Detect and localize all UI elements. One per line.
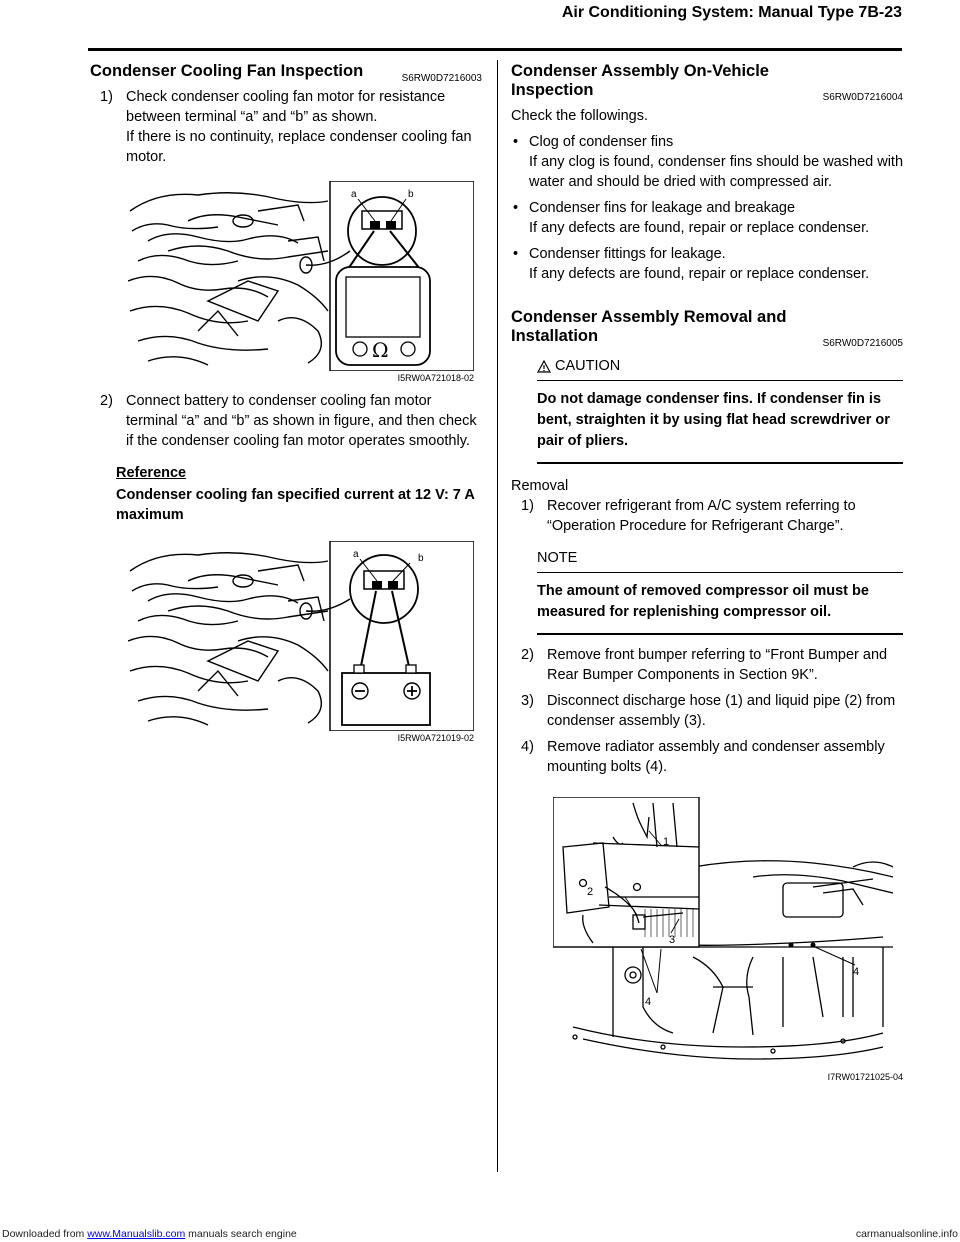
left-column: [90, 62, 482, 743]
caution-label: CAUTION: [555, 358, 621, 374]
section-title-onvehicle: Condenser Assembly On-Vehicle Inspection S6RW0D7216004: [511, 62, 903, 103]
figure-1: [128, 181, 474, 383]
reference-heading: Reference: [116, 465, 187, 481]
column-divider: [497, 60, 498, 1172]
figure-code: I5RW0A721019-02: [397, 733, 474, 743]
step-1: 1) Check condenser cooling fan motor for resistance between terminal “a” and “b” as shown. If there is no continuity, replace condenser cooling fan motor.: [100, 89, 472, 165]
fig1-label-a: a: [351, 189, 357, 200]
header-rule: [88, 48, 902, 51]
condenser-removal-illustration: [553, 797, 903, 1065]
figure-code: I5RW0A721018-02: [397, 373, 474, 383]
page-footer: Downloaded from www.Manualslib.com manuals search engine carmanualsonline.info: [2, 1228, 958, 1240]
callout-2: 2: [587, 886, 594, 898]
note-text: The amount of removed compressor oil must be measured for replenishing compressor oil.: [537, 583, 869, 620]
step-4: 4) Remove radiator assembly and condenser assembly mounting bolts (4).: [521, 739, 885, 775]
caution-text: Do not damage condenser fins. If condenser fin is bent, straighten it by using flat head screwdriver or pair of pliers.: [537, 391, 890, 449]
callout-3: 3: [669, 934, 676, 946]
bullet-item: • Condenser fittings for leakage. If any defects are found, repair or replace condenser.: [513, 246, 870, 282]
fig2-label-b: b: [418, 553, 424, 564]
step-2: 2) Remove front bumper referring to “Front Bumper and Rear Bumper Components in Section 9K”.: [521, 647, 888, 683]
page-header-title: Air Conditioning System: Manual Type 7B-23: [561, 4, 902, 21]
step-3: 3) Disconnect discharge hose (1) and liquid pipe (2) from condenser assembly (3).: [521, 693, 896, 729]
section-title-removal: Condenser Assembly Removal and Installation S6RW0D7216005: [511, 308, 903, 349]
ohm-icon: Ω: [372, 338, 389, 362]
fig2-label-a: a: [353, 549, 359, 560]
section-code: S6RW0D7216005: [822, 338, 903, 349]
figure-2: [128, 541, 474, 743]
right-column: [511, 62, 903, 1082]
note-box: [537, 546, 903, 635]
bullet-item: • Clog of condenser fins If any clog is found, condenser fins should be washed with water and should be dried with compressed air.: [513, 134, 904, 190]
fan-battery-illustration: [128, 541, 474, 731]
section-code: S6RW0D7216004: [822, 92, 903, 103]
fig1-label-b: b: [408, 189, 414, 200]
intro-text: Check the followings.: [511, 108, 649, 124]
bullet-item: • Condenser fins for leakage and breakage If any defects are found, repair or replace condenser.: [513, 200, 870, 236]
step-2: 2) Connect battery to condenser cooling fan motor terminal “a” and “b” as shown in figure, and then check if the condenser cooling fan motor operates smoothly.: [100, 393, 477, 449]
callout-1: 1: [663, 836, 670, 848]
removal-heading: Removal: [511, 478, 569, 494]
callout-4: 4: [853, 966, 860, 978]
figure-3: [553, 797, 903, 1082]
figure-code: I7RW01721025-04: [827, 1072, 903, 1082]
step-1: 1) Recover refrigerant from A/C system referring to “Operation Procedure for Refrigerant Charge”.: [521, 498, 856, 534]
note-label: NOTE: [537, 546, 903, 573]
manualslib-link[interactable]: www.Manualslib.com: [87, 1228, 186, 1240]
section-code: S6RW0D7216003: [401, 73, 482, 84]
caution-box: [537, 354, 903, 464]
footer-watermark: carmanualsonline.info: [855, 1228, 958, 1240]
fan-resistance-illustration: [128, 181, 474, 371]
callout-4b: 4: [645, 996, 652, 1008]
reference-text: Condenser cooling fan specified current at 12 V: 7 A maximum: [116, 487, 475, 523]
section-title-fan: Condenser Cooling Fan Inspection S6RW0D7216003: [90, 62, 482, 84]
warning-triangle-icon: [537, 360, 551, 373]
